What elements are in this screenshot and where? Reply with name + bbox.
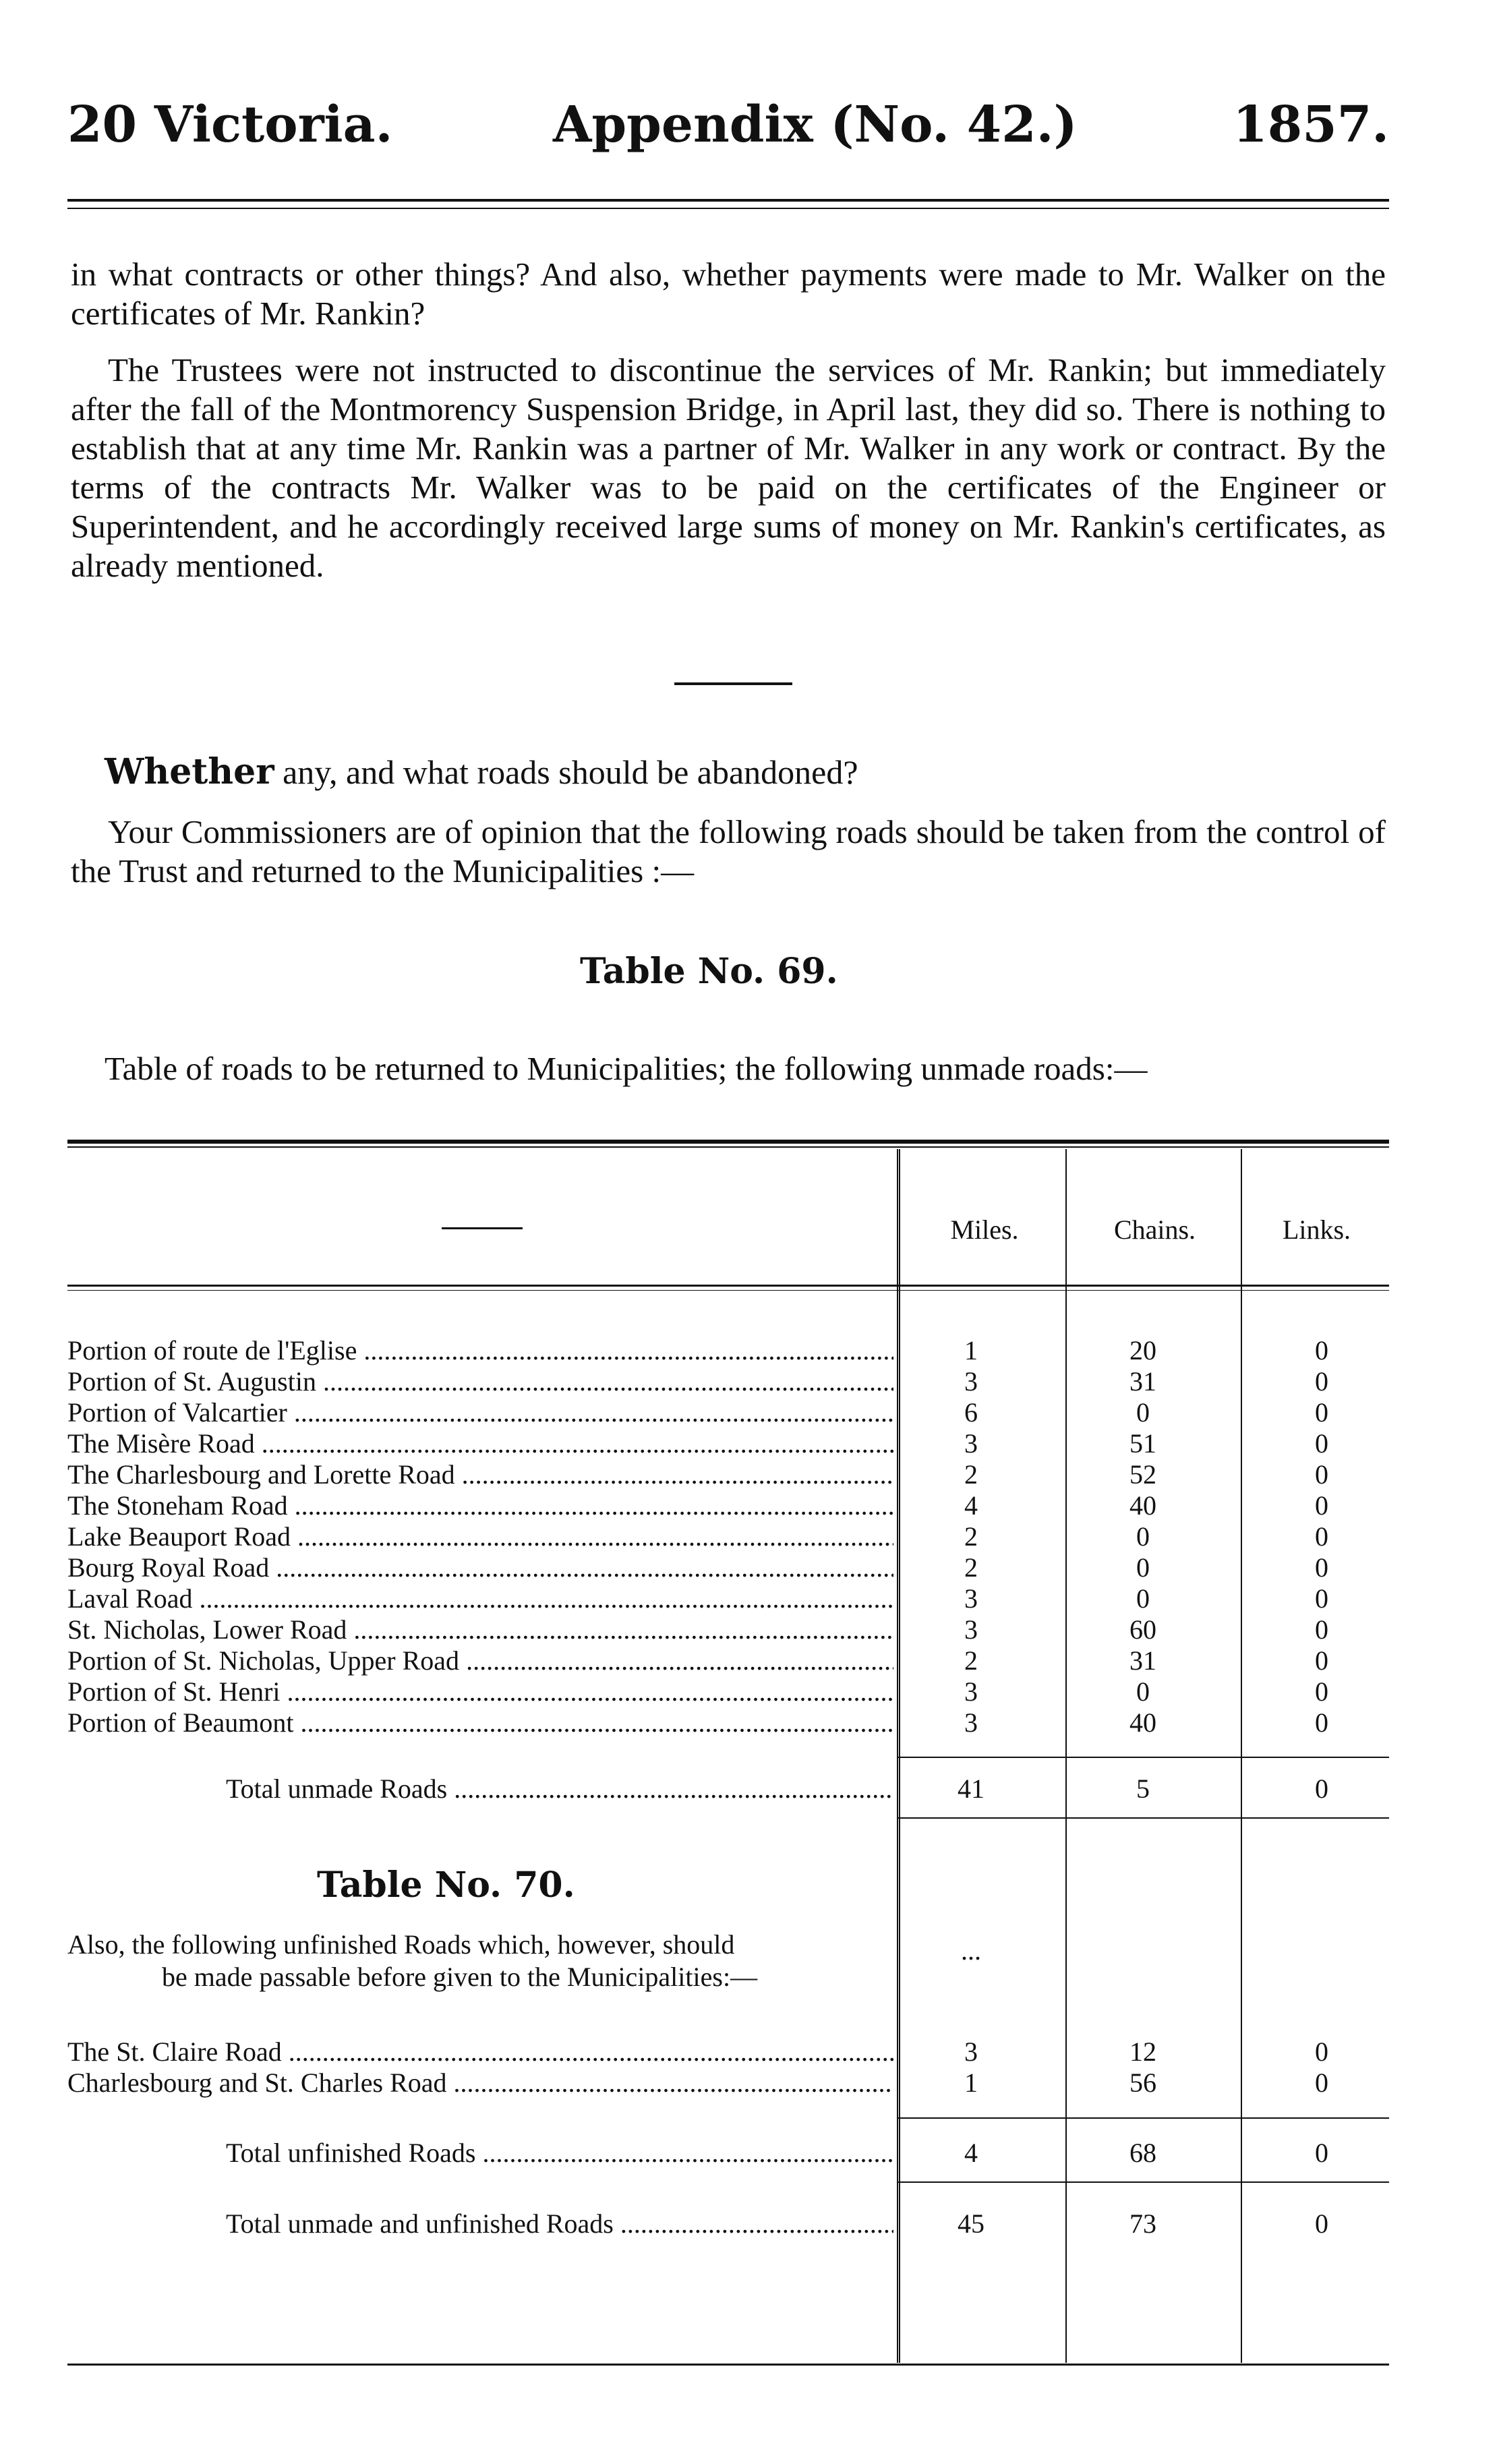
road-chains: 0 [1136,1583,1150,1614]
total-label: Total unmade Roads ..... [226,1773,893,1805]
road-name: Lake Beauport Road ..... [67,1521,893,1552]
road-name: The St. Claire Road ..... [67,2036,893,2067]
table-70-title: Table No. 70. [317,1865,575,1906]
header-chains: Chains. [1113,1214,1196,1245]
road-name: Portion of St. Henri ..... [67,1676,893,1707]
grand-total-row [67,2208,1389,2239]
road-links: 0 [1315,1428,1328,1459]
road-miles: 1 [964,2067,978,2098]
header-year: 1857. [1233,96,1389,154]
column-divider-chains [1241,1149,1242,2363]
road-links: 0 [1315,1490,1328,1521]
road-links: 0 [1315,1397,1328,1428]
roads-table [67,1140,1389,2394]
table-row [67,2036,1389,2067]
section-divider [674,682,792,685]
road-links: 0 [1315,1614,1328,1645]
road-name: Portion of St. Nicholas, Upper Road ..... [67,1645,893,1676]
road-name: Bourg Royal Road ..... [67,1552,893,1583]
road-miles: 6 [964,1397,978,1428]
road-chains: 60 [1129,1614,1156,1645]
road-links: 0 [1315,1366,1328,1397]
road-miles: 3 [964,1428,978,1459]
grand-total-links: 0 [1315,2208,1328,2239]
road-name: Portion of Beaumont ..... [67,1707,893,1738]
table-row [67,1645,1389,1676]
total-miles: 41 [958,1773,984,1804]
total-rule-69 [897,1757,1389,1758]
road-chains: 0 [1136,1552,1150,1583]
road-name: Charlesbourg and St. Charles Road ..... [67,2067,893,2099]
total-rule-70 [897,2117,1389,2119]
header-miles: Miles. [950,1214,1019,1245]
table-70-caption-line1: Also, the following unfinished Roads which, however, should [67,1929,735,1960]
section-question [105,752,1386,792]
header-rule-bottom [67,208,1389,209]
header-links: Links. [1282,1214,1351,1245]
section-question-lead: Whether [105,751,274,792]
road-chains: 0 [1136,1521,1150,1552]
header-session: 20 Victoria. [67,96,393,154]
road-miles: 3 [964,1583,978,1614]
table-row [67,1552,1389,1583]
table-top-rule [67,1140,1389,1144]
total-rule-70-bottom [897,2181,1389,2183]
road-chains: 51 [1129,1428,1156,1459]
total-label: Total unfinished Roads ..... [226,2138,893,2169]
header-dash [442,1227,523,1229]
road-chains: 52 [1129,1459,1156,1490]
road-chains: 31 [1129,1366,1156,1397]
header-appendix: Appendix (No. 42.) [553,96,1078,154]
table-row [67,1459,1389,1490]
table-row [67,1428,1389,1459]
column-divider-name [897,1149,900,2363]
road-chains: 56 [1129,2067,1156,2098]
question-paragraph: in what contracts or other things? And also, whether payments were made to Mr. Walker on the certificates of Mr. Rankin? [71,256,1386,332]
road-name: Portion of route de l'Eglise ..... [67,1335,893,1366]
road-links: 0 [1315,1676,1328,1707]
road-links: 0 [1315,1583,1328,1614]
grand-total-chains: 73 [1129,2208,1156,2239]
table-bottom-rule [67,2364,1389,2366]
table-row [67,1397,1389,1428]
table-row [67,1583,1389,1614]
answer-paragraph: The Trustees were not instructed to discontinue the services of Mr. Rankin; but immediately after the fall of the Montmorency Suspension Bridge, in April last, they did so. There is nothing to establish that at any time Mr. Rankin was a partner of Mr. Walker in any work or contract. By the terms of the contracts Mr. Walker was to be paid on the certificates of the Engineer or Superintendent, and he accordingly received large sums of money on Mr. Rankin's certificates, as already mentioned. [71,351,1386,584]
total-chains: 68 [1129,2138,1156,2168]
table-row [67,1521,1389,1552]
road-links: 0 [1315,2036,1328,2067]
road-links: 0 [1315,1552,1328,1583]
caption-dots: ... [961,1935,981,1966]
table-69-title: Table No. 69. [580,951,838,992]
road-chains: 0 [1136,1397,1150,1428]
table-head-rule-thin [67,1290,1389,1291]
total-miles: 4 [964,2138,978,2168]
grand-total-miles: 45 [958,2208,984,2239]
road-miles: 2 [964,1645,978,1676]
table-head-rule [67,1285,1389,1287]
table-top-rule-thin [67,1146,1389,1148]
table-69-caption: Table of roads to be returned to Municipalities; the following unmade roads:— [105,1050,1148,1087]
road-links: 0 [1315,1645,1328,1676]
table-70-caption-dots-row [67,1935,1389,1966]
section-question-text: any, and what roads should be abandoned? [283,753,858,791]
road-links: 0 [1315,1707,1328,1738]
road-miles: 4 [964,1490,978,1521]
road-miles: 2 [964,1552,978,1583]
road-miles: 2 [964,1459,978,1490]
road-chains: 31 [1129,1645,1156,1676]
header-rule-top [67,199,1389,202]
grand-total-label: Total unmade and unfinished Roads ..... [226,2208,893,2239]
table-row [67,1676,1389,1707]
road-name: The Stoneham Road ..... [67,1490,893,1521]
road-miles: 1 [964,1335,978,1366]
road-chains: 40 [1129,1490,1156,1521]
page-header [67,88,1389,162]
road-name: The Misère Road ..... [67,1428,893,1459]
road-links: 0 [1315,2067,1328,2098]
road-links: 0 [1315,1521,1328,1552]
section-answer: Your Commissioners are of opinion that the following roads should be taken from the control of the Trust and returned to the Municipalities :— [71,813,1386,889]
road-chains: 0 [1136,1676,1150,1707]
road-miles: 2 [964,1521,978,1552]
table-row [67,1490,1389,1521]
total-row-unmade [67,1773,1389,1805]
table-row [67,1707,1389,1738]
total-links: 0 [1315,1773,1328,1804]
table-row [67,1335,1389,1366]
road-links: 0 [1315,1335,1328,1366]
road-name: The Charlesbourg and Lorette Road ..... [67,1459,893,1490]
total-links: 0 [1315,2138,1328,2168]
road-miles: 3 [964,2036,978,2067]
road-miles: 3 [964,1707,978,1738]
column-divider-miles [1065,1149,1067,2363]
road-chains: 40 [1129,1707,1156,1738]
table-row [67,1614,1389,1645]
road-name: St. Nicholas, Lower Road ..... [67,1614,893,1645]
road-chains: 20 [1129,1335,1156,1366]
road-miles: 3 [964,1614,978,1645]
table-70-caption-line2: be made passable before given to the Municipalities:— [162,1962,758,1992]
total-rule-69-bottom [897,1817,1389,1819]
road-chains: 12 [1129,2036,1156,2067]
road-miles: 3 [964,1676,978,1707]
total-row-unfinished [67,2138,1389,2169]
table-row [67,2067,1389,2099]
road-links: 0 [1315,1459,1328,1490]
total-chains: 5 [1136,1773,1150,1804]
road-name: Laval Road ..... [67,1583,893,1614]
table-row [67,1366,1389,1397]
road-name: Portion of St. Augustin ..... [67,1366,893,1397]
road-miles: 3 [964,1366,978,1397]
road-name: Portion of Valcartier ..... [67,1397,893,1428]
